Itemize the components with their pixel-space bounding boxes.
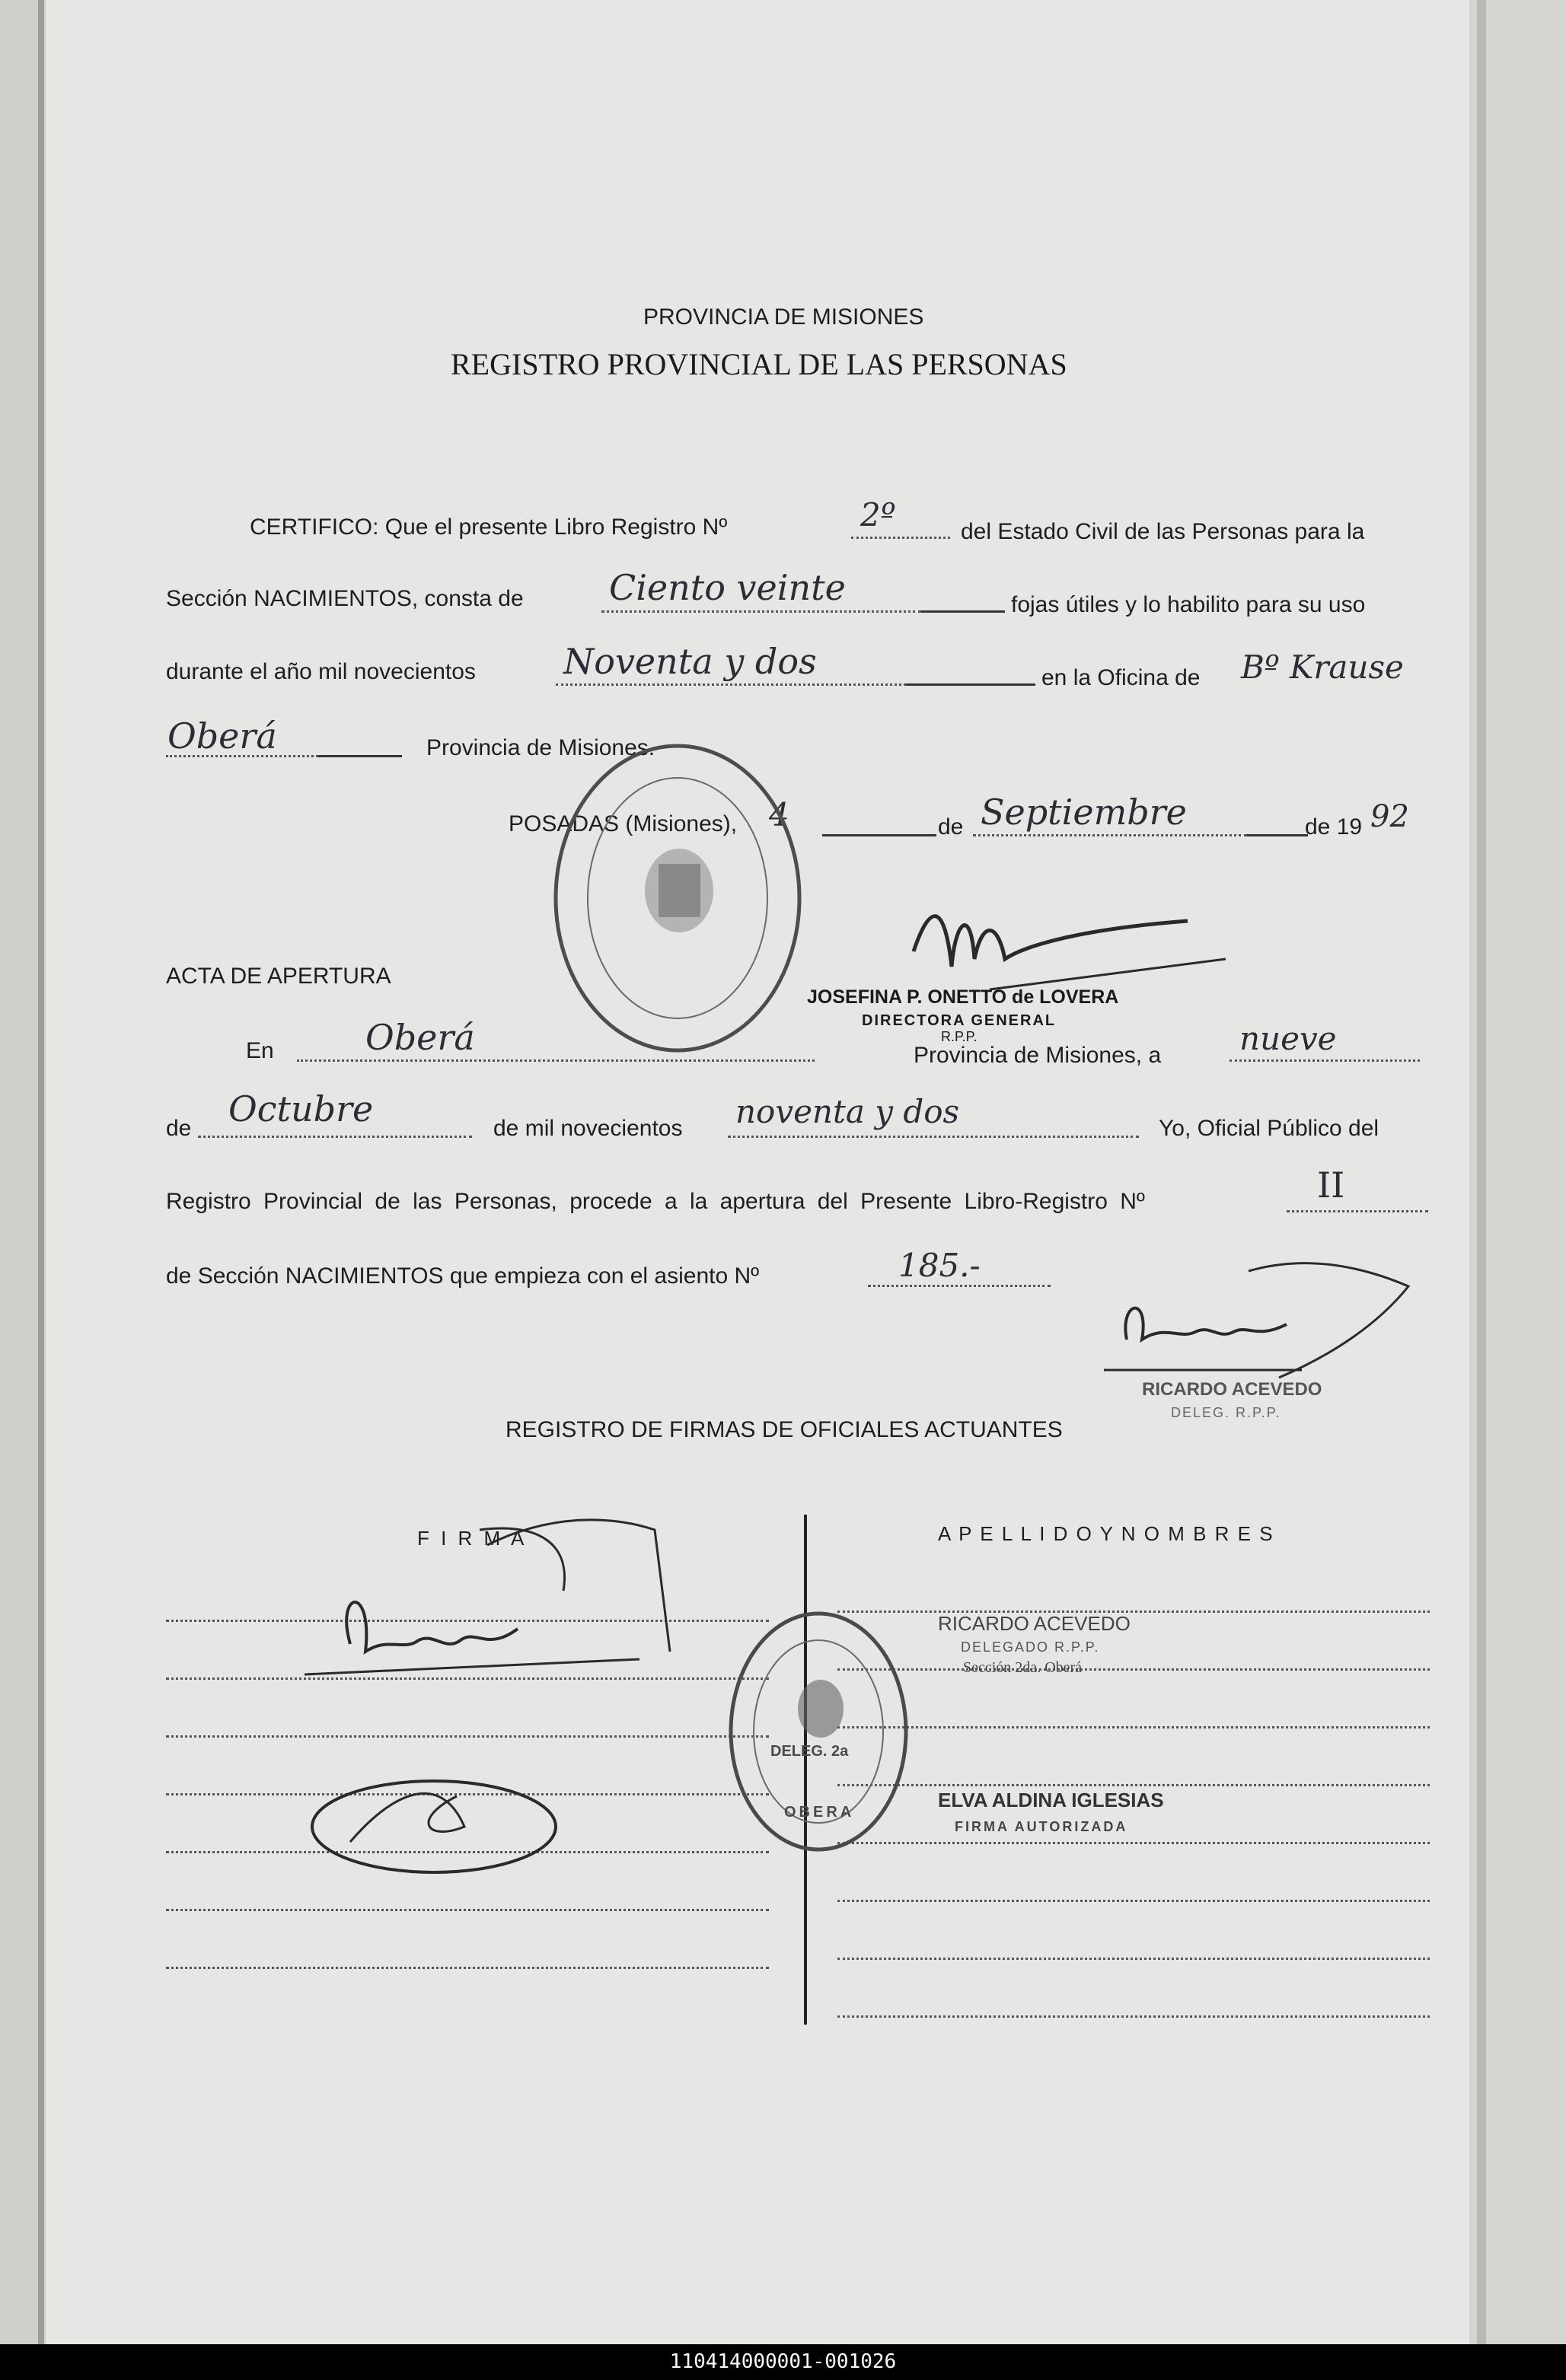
name-row-line (837, 1784, 1430, 1786)
handwritten-locality: Oberá (167, 715, 277, 757)
fill-line (906, 683, 1035, 686)
handwritten-acta-year: noventa y dos (735, 1093, 960, 1130)
cert-line5-year-prefix: de 19 (1305, 814, 1363, 840)
handwritten-day: 4 (769, 796, 789, 833)
handwritten-year-digits: 92 (1370, 799, 1409, 834)
dotted-line (1230, 1059, 1420, 1062)
fill-line (1247, 834, 1308, 836)
name-row-line (837, 1611, 1430, 1613)
dotted-line (1287, 1210, 1428, 1212)
cert-line4-text: Provincia de Misiones. (426, 735, 655, 760)
handwritten-folios: Ciento veinte (609, 567, 846, 608)
province-heading: PROVINCIA DE MISIONES (643, 304, 924, 330)
entry-role: DELEGADO R.P.P. (961, 1639, 1100, 1655)
delegate-title-stamp: DELEG. R.P.P. (1171, 1405, 1281, 1420)
fill-line (822, 834, 936, 836)
acta-line2-mid: de mil novecientos (493, 1116, 683, 1141)
dotted-line (198, 1136, 472, 1138)
signature-row-line (166, 1967, 769, 1969)
dotted-line (166, 755, 318, 757)
fill-line (318, 755, 402, 757)
delegate-name-stamp: RICARDO ACEVEDO (1142, 1379, 1322, 1400)
name-row-line (837, 1668, 1430, 1671)
dotted-line (973, 834, 1247, 836)
cert-line3-mid: en la Oficina de (1041, 665, 1201, 690)
acta-line1-start: En (246, 1038, 274, 1063)
oval-seal-center: DELEG. 2a (770, 1743, 849, 1760)
handwritten-entry-number: 185.- (898, 1247, 981, 1284)
name-row-line (837, 2015, 1430, 2018)
image-id-footer: 110414000001-001026 (0, 2344, 1566, 2380)
dotted-line (851, 537, 950, 539)
handwritten-office: Bº Krause (1241, 648, 1404, 686)
name-row-line (837, 1842, 1430, 1844)
acta-line2-de: de (166, 1116, 192, 1141)
cert-line2-end: fojas útiles y lo habilito para su uso (1011, 592, 1366, 617)
entry-section: Sección 2da. Oberá (963, 1659, 1083, 1676)
acta-line2-end: Yo, Oficial Público del (1159, 1116, 1379, 1141)
handwritten-acta-day: nueve (1239, 1020, 1337, 1057)
dotted-line (556, 683, 906, 686)
cert-line3-start: durante el año mil novecientos (166, 659, 476, 684)
cert-line1-start: CERTIFICO: Que el presente Libro Registro Nº (250, 515, 728, 540)
page-edge-shadow (1477, 0, 1486, 2344)
col-firma-header: F I R M A (417, 1527, 528, 1550)
delegate-signature (1104, 1241, 1424, 1393)
dotted-line (297, 1059, 815, 1062)
fill-line (921, 610, 1005, 613)
col-nombres-header: A P E L L I D O Y N O M B R E S (938, 1522, 1274, 1545)
entry-name: RICARDO ACEVEDO (938, 1612, 1131, 1635)
director-name-stamp: JOSEFINA P. ONETTO de LOVERA (807, 986, 1119, 1008)
acta-line4: de Sección NACIMIENTOS que empieza con el asiento Nº (166, 1263, 760, 1289)
oval-seal-bottom: OBERA (784, 1804, 855, 1821)
cert-line2-start: Sección NACIMIENTOS, consta de (166, 586, 524, 611)
cert-line5-de: de (938, 814, 964, 840)
cert-place-date: POSADAS (Misiones), (509, 811, 738, 836)
acta-line1-mid: Provincia de Misiones, a (914, 1043, 1162, 1068)
handwritten-book-number: 2º (860, 496, 896, 534)
dotted-line (601, 610, 921, 613)
name-row-line (837, 1726, 1430, 1728)
handwritten-acta-place: Oberá (365, 1017, 475, 1058)
dotted-line (868, 1285, 1051, 1287)
name-row-line (837, 1900, 1430, 1902)
acta-line3: Registro Provincial de las Personas, procede a la apertura del Presente Libro-Registro Nº (166, 1189, 1145, 1214)
acta-title: ACTA DE APERTURA (166, 964, 391, 989)
handwritten-year: Noventa y dos (563, 641, 817, 682)
director-title-stamp: DIRECTORA GENERAL (862, 1012, 1057, 1029)
director-org-stamp: R.P.P. (941, 1029, 978, 1044)
signature-row-line (166, 1909, 769, 1911)
handwritten-book-roman: II (1317, 1165, 1345, 1206)
handwritten-month: Septiembre (981, 792, 1187, 833)
handwritten-acta-month: Octubre (228, 1088, 374, 1129)
name-row-line (837, 1958, 1430, 1960)
director-signature (898, 875, 1233, 1005)
registry-heading: REGISTRO PROVINCIAL DE LAS PERSONAS (451, 347, 1067, 381)
dotted-line (728, 1136, 1139, 1138)
entry-name: ELVA ALDINA IGLESIAS (938, 1789, 1164, 1811)
cert-line1-end: del Estado Civil de las Personas para la (961, 519, 1365, 544)
book-gutter (38, 0, 44, 2344)
signatures-title: REGISTRO DE FIRMAS DE OFICIALES ACTUANTES (506, 1417, 1063, 1442)
entry-role: FIRMA AUTORIZADA (955, 1819, 1128, 1834)
